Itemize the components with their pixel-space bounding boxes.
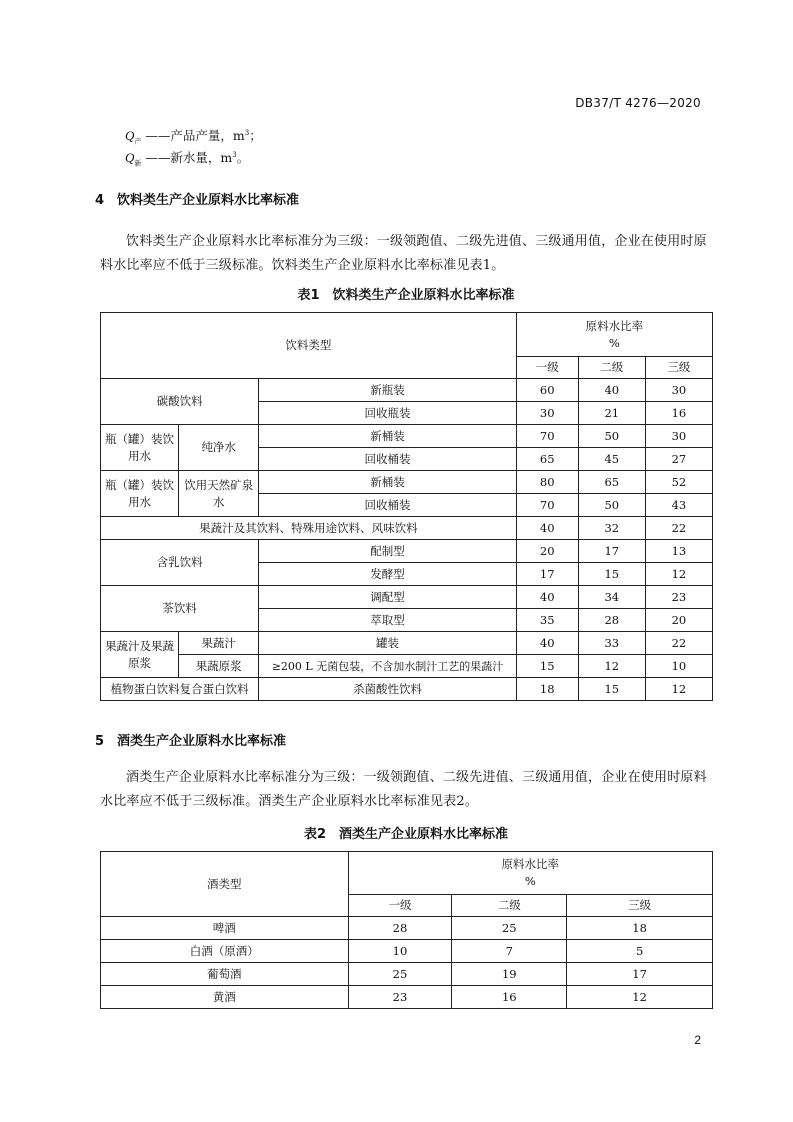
table-row: 回收桶装 65 45 27 [101, 448, 713, 471]
table-row: 萃取型 35 28 20 [101, 609, 713, 632]
table-2 [100, 851, 713, 1009]
t1-header-level1: 一级 [516, 357, 578, 379]
section-4-heading: 4 饮料类生产企业原料水比率标准 [95, 193, 300, 208]
table-row: 瓶（罐）装饮用水 纯净水 新桶装 70 50 30 [101, 425, 713, 448]
section-5-paragraph: 酒类生产企业原料水比率标准分为三级：一级领跑值、二级先进值、三级通用值，企业在使用时原料水比率应不低于三级标准。酒类生产企业原料水比率标准见表2。 [100, 770, 707, 809]
t1-header-type: 饮料类型 [101, 313, 517, 379]
table-row: 含乳饮料 配制型 20 17 13 [101, 540, 713, 563]
table-row: 茶饮料 调配型 40 34 23 [101, 586, 713, 609]
table-1-caption: 表1 饮料类生产企业原料水比率标准 [297, 288, 515, 303]
table-row: 白酒（原酒） 10 7 5 [101, 940, 713, 963]
t2-header-level1: 一级 [348, 895, 452, 917]
t1-header-level2: 二级 [578, 357, 645, 379]
table-2-caption: 表2 酒类生产企业原料水比率标准 [303, 827, 509, 842]
table-row: 果蔬原浆 ≥200 L 无菌包装，不含加水制汁工艺的果蔬汁 15 12 10 [101, 655, 713, 678]
table-1 [100, 312, 713, 701]
table-row: 瓶（罐）装饮用水 饮用天然矿泉水 新桶装 80 65 52 [101, 471, 713, 494]
section-4-paragraph: 饮料类生产企业原料水比率标准分为三级：一级领跑值、二级先进值、三级通用值，企业在使用时原料水比率应不低于三级标准。饮料类生产企业原料水比率标准见表1。 [100, 234, 707, 273]
symbol-def-water: $Q_新$ ——新水量，$m^3$。 [125, 150, 250, 168]
table-row: 回收桶装 70 50 43 [101, 494, 713, 517]
table-row: 碳酸饮料 新瓶装 60 40 30 [101, 379, 713, 402]
table-row: 植物蛋白饮料复合蛋白饮料 杀菌酸性饮料 18 15 12 [101, 678, 713, 701]
table-row: 黄酒 23 16 12 [101, 986, 713, 1009]
t2-header-type: 酒类型 [101, 852, 349, 917]
document-id: DB37/T 4276—2020 [575, 96, 701, 110]
t1-header-level3: 三级 [645, 357, 712, 379]
t1-header-ratio: 原料水比率 % [516, 313, 712, 357]
table-row: 发酵型 17 15 12 [101, 563, 713, 586]
t2-header-level2: 二级 [452, 895, 567, 917]
table-row: 回收瓶装 30 21 16 [101, 402, 713, 425]
symbol-def-product: $Q_产$ ——产品产量，$m^3$； [125, 128, 262, 146]
table-row: 葡萄酒 25 19 17 [101, 963, 713, 986]
table-row: 果蔬汁及果蔬原浆 果蔬汁 罐装 40 33 22 [101, 632, 713, 655]
t2-header-level3: 三级 [567, 895, 713, 917]
table-row: 啤酒 28 25 18 [101, 917, 713, 940]
table-row: 果蔬汁及其饮料、特殊用途饮料、风味饮料 40 32 22 [101, 517, 713, 540]
section-5-heading: 5 酒类生产企业原料水比率标准 [95, 734, 287, 749]
page-number: 2 [694, 1033, 701, 1047]
t2-header-ratio: 原料水比率 % [348, 852, 712, 895]
